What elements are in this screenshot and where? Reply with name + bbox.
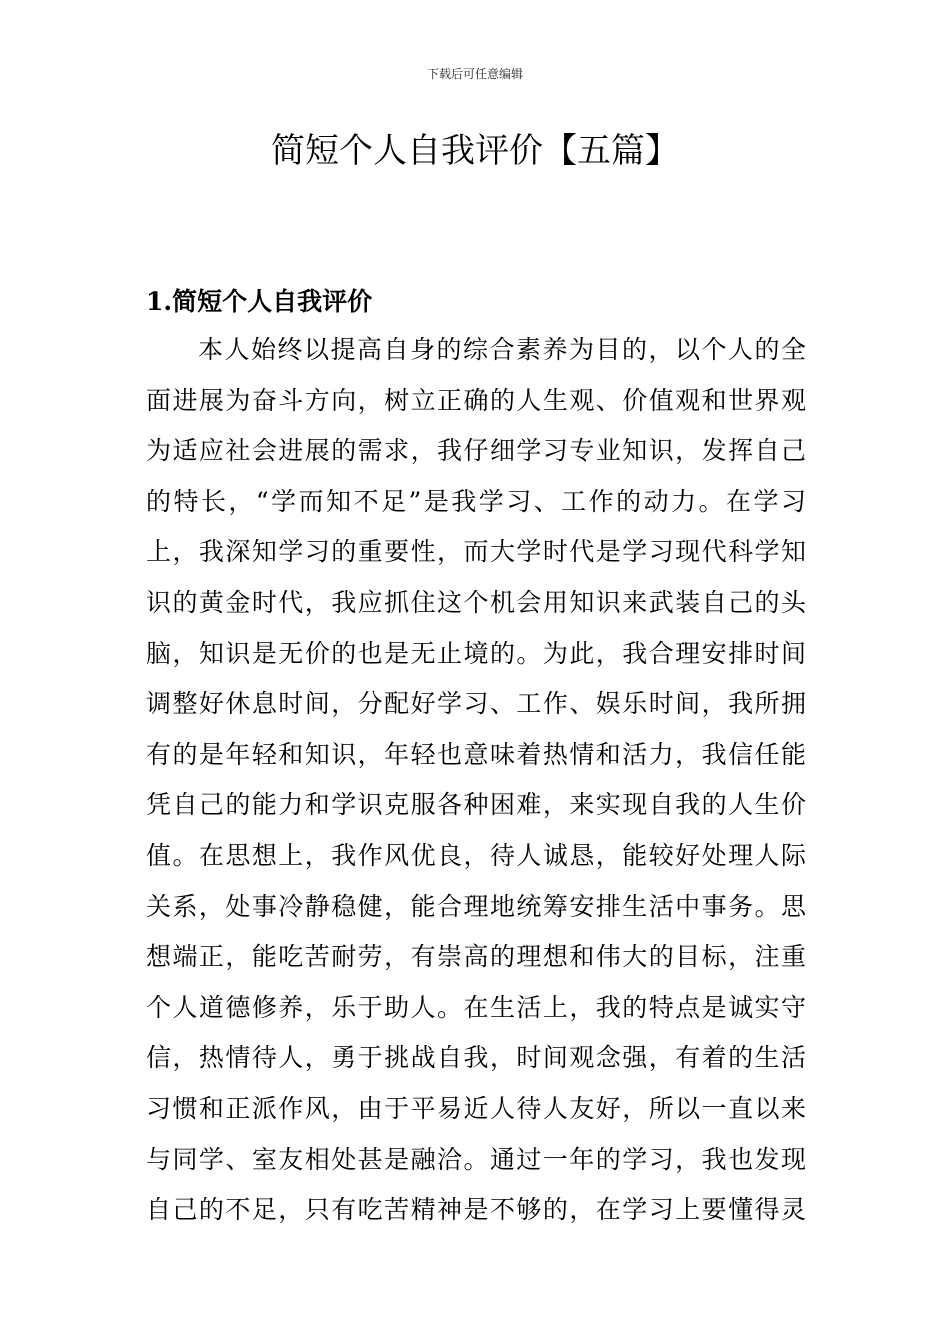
paragraph-line: 关系，处事冷静稳健，能合理地统筹安排生活中事务。思 [146,891,806,921]
document-title: 简短个人自我评价【五篇】 [271,131,679,171]
paragraph-line: 本人始终以提高自身的综合素养为目的，以个人的全 [198,335,806,364]
paragraph-line: 自己的不足，只有吃苦精神是不够的，在学习上要懂得灵 [146,1195,806,1225]
paragraph-line: 个人道德修养，乐于助人。在生活上，我的特点是诚实守 [146,992,806,1022]
body-paragraph [146,328,806,1239]
paragraph-line: 面进展为奋斗方向，树立正确的人生观、价值观和世界观 [146,385,806,415]
paragraph-line: 与同学、室友相处甚是融洽。通过一年的学习，我也发现 [146,1144,806,1174]
paragraph-line: 习惯和正派作风，由于平易近人待人友好，所以一直以来 [146,1093,806,1123]
paragraph-line: 脑，知识是无价的也是无止境的。为此，我合理安排时间 [146,638,806,668]
paragraph-line: 想端正，能吃苦耐劳，有崇高的理想和伟大的目标，注重 [146,942,806,972]
paragraph-line: 值。在思想上，我作风优良，待人诚恳，能较好处理人际 [146,840,806,870]
paragraph-line: 凭自己的能力和学识克服各种困难，来实现自我的人生价 [146,790,806,820]
paragraph-line: 识的黄金时代，我应抓住这个机会用知识来武装自己的头 [146,587,806,617]
paragraph-line: 信，热情待人，勇于挑战自我，时间观念强，有着的生活 [146,1043,806,1073]
section-heading: 1.简短个人自我评价 [146,287,373,316]
paragraph-line: 上，我深知学习的重要性，而大学时代是学习现代科学知 [146,537,806,567]
header-note: 下载后可任意编辑 [426,67,523,81]
paragraph-line: 的特长，“学而知不足”是我学习、工作的动力。在学习 [146,486,806,516]
paragraph-line: 有的是年轻和知识，年轻也意味着热情和活力，我信任能 [146,739,806,769]
paragraph-line: 为适应社会进展的需求，我仔细学习专业知识，发挥自己 [146,436,806,466]
paragraph-line: 调整好休息时间，分配好学习、工作、娱乐时间，我所拥 [146,689,806,719]
